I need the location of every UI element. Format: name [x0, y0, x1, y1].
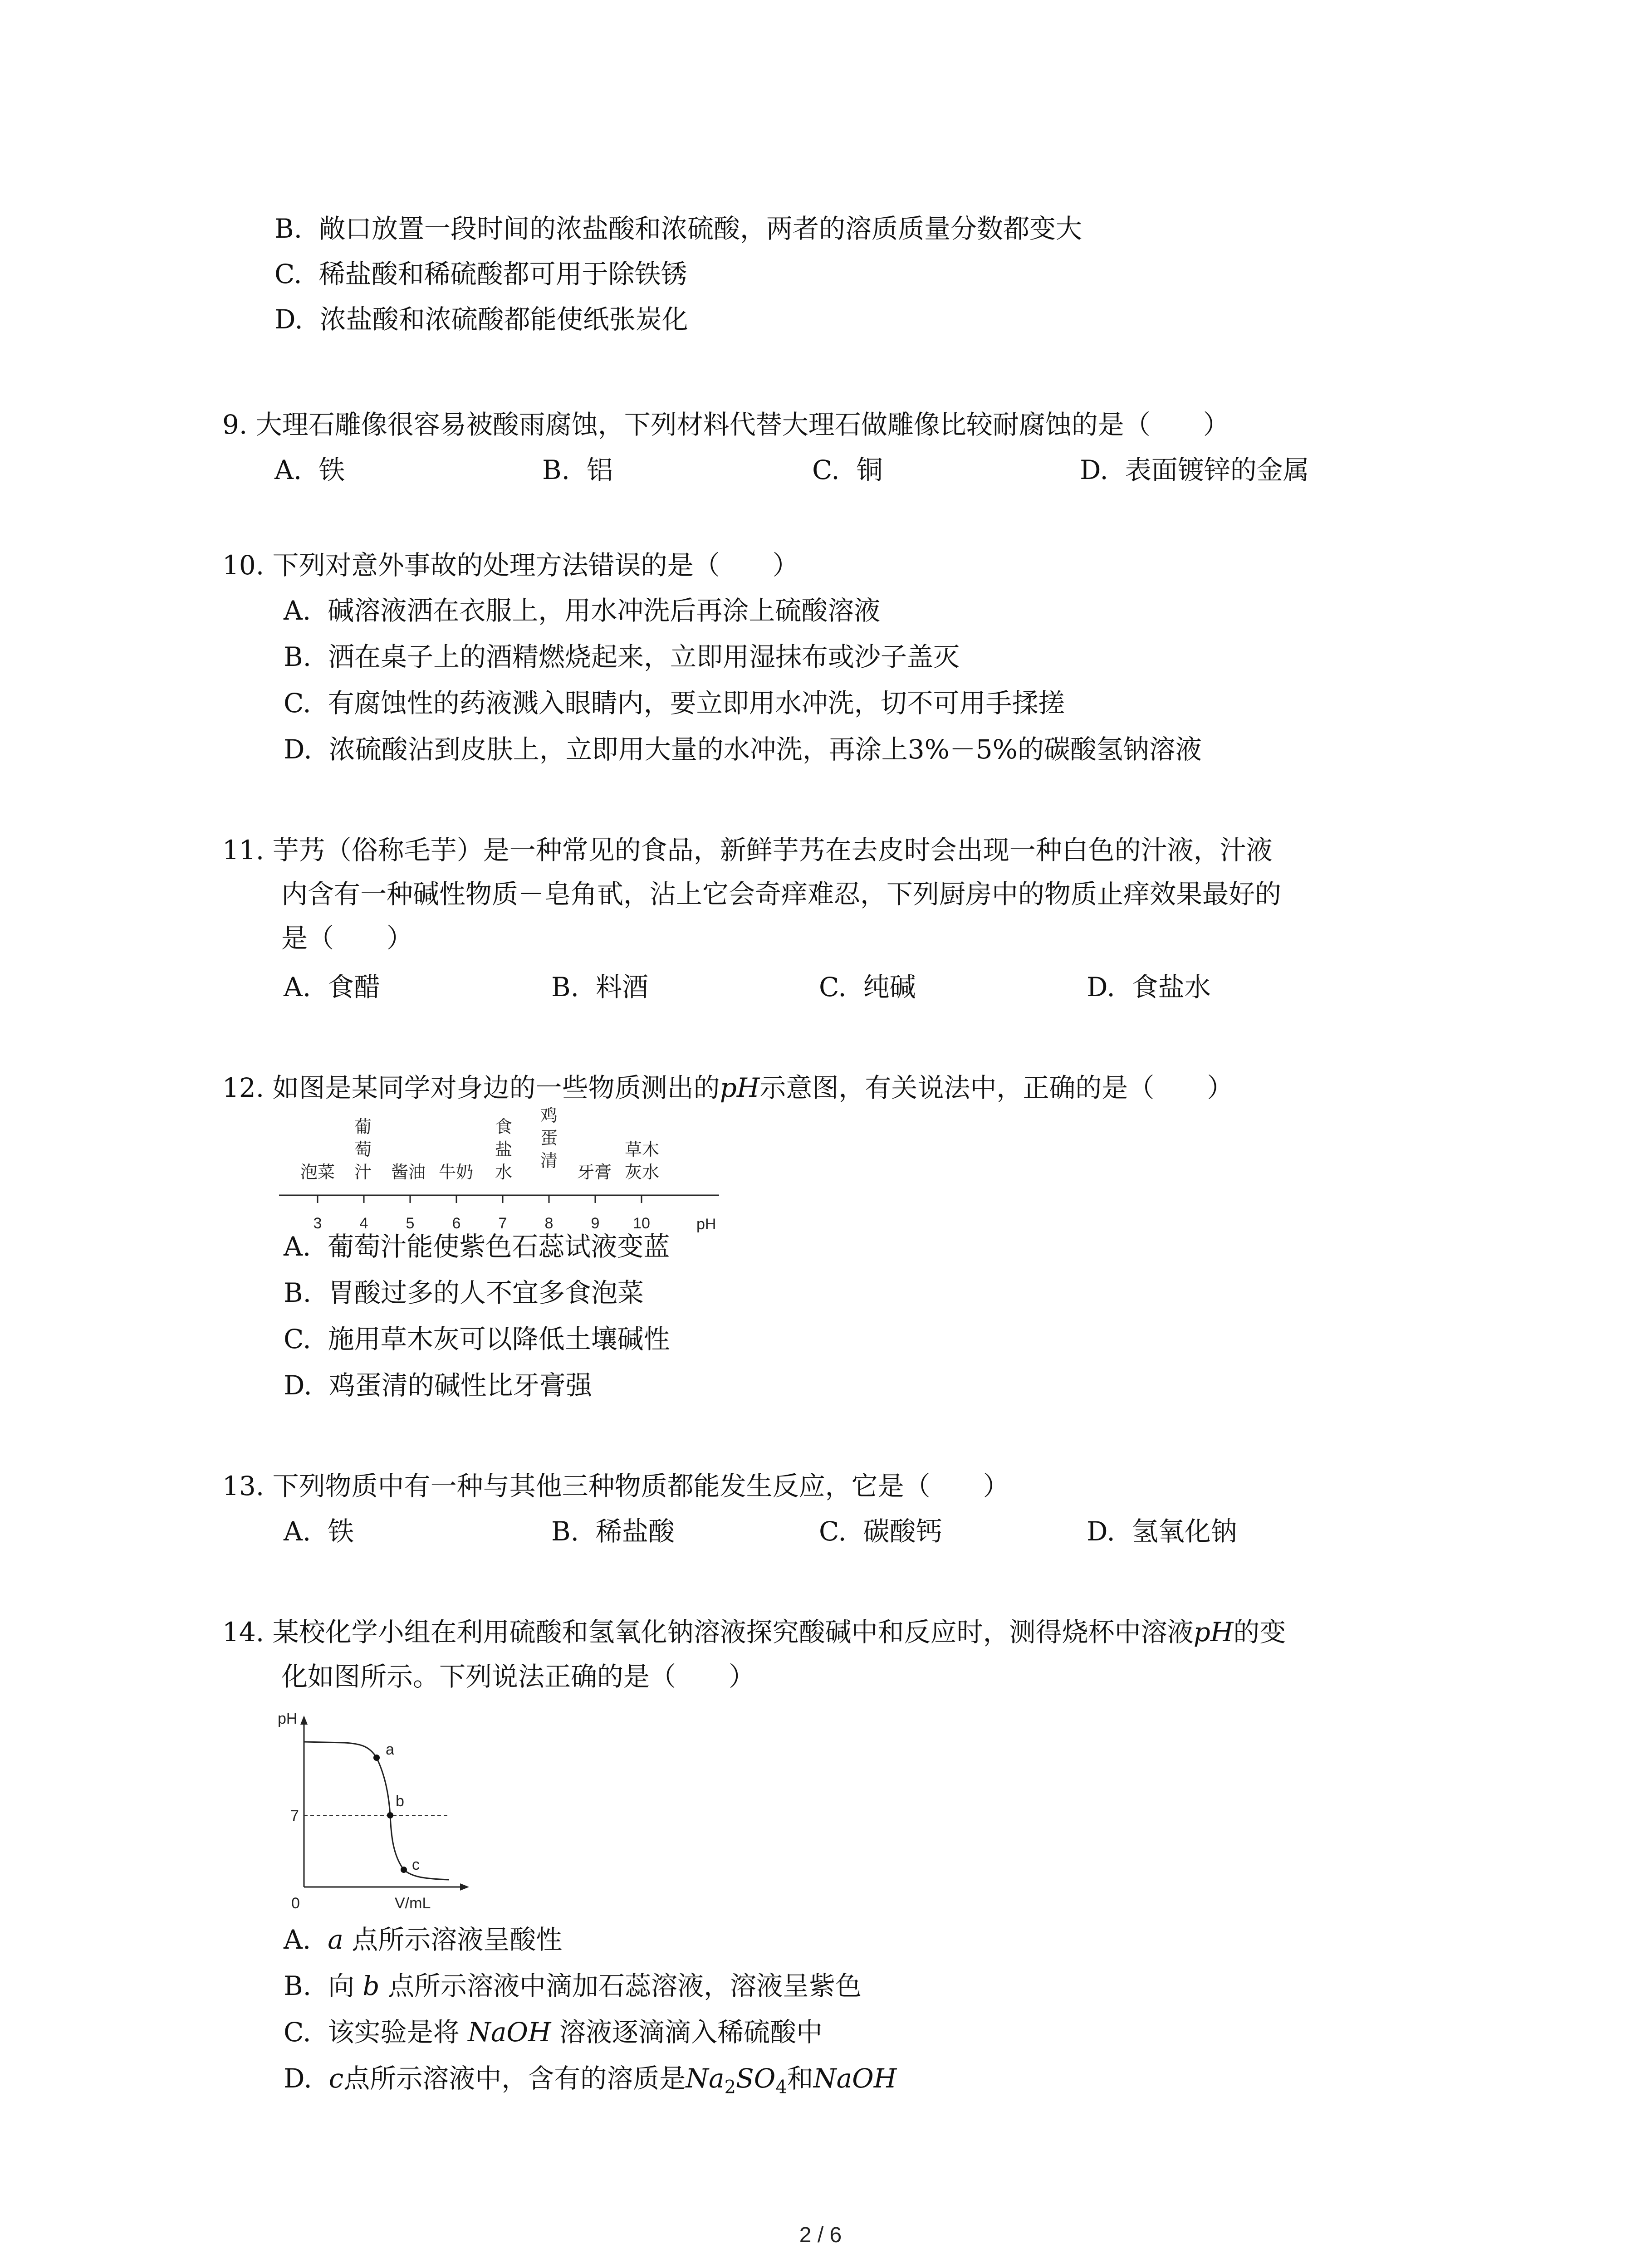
option-text: 浓盐酸和浓硫酸都能使纸张炭化 — [319, 304, 688, 335]
svg-text:水: 水 — [495, 1163, 513, 1182]
option-key: C. — [284, 1324, 311, 1354]
q12-option-c — [284, 1323, 670, 1355]
option-variable: b — [362, 1970, 380, 2001]
q9-option-c — [812, 454, 883, 486]
q14-option-d — [284, 2062, 896, 2104]
y-axis-label: pH — [278, 1710, 298, 1727]
q8-option-b — [274, 212, 1082, 245]
q12-option-a — [284, 1230, 670, 1263]
option-text: 料酒 — [595, 972, 648, 1002]
option-key: D. — [284, 1370, 312, 1401]
q8-option-c — [274, 258, 687, 290]
q14-stem-line2: 化如图所示。下列说法正确的是（ ） — [281, 1661, 755, 1692]
stem-variable: pH — [1193, 1617, 1234, 1647]
option-key: D. — [1087, 1516, 1115, 1547]
ph-item-label — [300, 1163, 335, 1182]
option-variable: c — [328, 2063, 344, 2094]
option-text: 铝 — [586, 455, 613, 485]
option-key: D. — [284, 734, 312, 765]
svg-text:葡: 葡 — [354, 1118, 372, 1137]
ph-item-label-vertical — [540, 1107, 558, 1171]
formula: NaOH — [813, 2063, 897, 2094]
q12-option-d — [284, 1369, 592, 1402]
svg-text:食: 食 — [495, 1118, 513, 1137]
ph-tick-label: 3 — [313, 1215, 322, 1232]
option-text: 碳酸钙 — [863, 1516, 942, 1547]
option-key: B. — [551, 972, 579, 1002]
q8-option-d — [274, 303, 688, 336]
option-key: D. — [274, 304, 303, 335]
option-key: D. — [284, 2063, 312, 2094]
svg-text:鸡: 鸡 — [540, 1107, 558, 1125]
ph-item-label-vertical — [625, 1140, 659, 1182]
q12-option-b — [284, 1276, 644, 1309]
q13-option-a — [284, 1515, 354, 1548]
q9-option-b — [542, 454, 613, 486]
x-axis-label: V/mL — [395, 1895, 431, 1912]
option-text: 鸡蛋清的碱性比牙膏强 — [328, 1370, 592, 1401]
option-key: C. — [819, 1516, 847, 1547]
option-text: 碱溶液洒在衣服上，用水冲洗后再涂上硫酸溶液 — [328, 595, 881, 626]
q12-stem — [222, 1071, 1233, 1104]
option-text: 浓硫酸沾到皮肤上，立即用大量的水冲洗，再涂上3%－5%的碳酸氢钠溶液 — [328, 734, 1202, 765]
option-key: A. — [284, 1231, 311, 1262]
ph-item-label-vertical — [495, 1118, 512, 1182]
q9-option-a — [274, 454, 345, 486]
q14-stem-line1 — [222, 1616, 1286, 1648]
ph-tick-label: 10 — [633, 1215, 650, 1232]
option-key: A. — [284, 1516, 311, 1547]
q13-option-b — [551, 1515, 675, 1548]
ph-tick-label: 9 — [591, 1215, 600, 1232]
ph-item-label: 牙膏 — [577, 1163, 612, 1182]
q11-stem-line1: 11. 芋艿（俗称毛芋）是一种常见的食品，新鲜芋艿在去皮时会出现一种白色的汁液，汁液 — [222, 835, 1273, 865]
option-key: B. — [284, 1277, 312, 1308]
q14-option-c — [284, 2016, 823, 2048]
option-text: 氢氧化钠 — [1132, 1516, 1237, 1547]
stem-text: 12. 如图是某同学对身边的一些物质测出的 — [222, 1072, 720, 1103]
q10-option-b — [284, 640, 960, 673]
option-text: 稀盐酸 — [595, 1516, 675, 1547]
ph-curve — [304, 1742, 449, 1880]
q9-stem: 9. 大理石雕像很容易被酸雨腐蚀，下列材料代替大理石做雕像比较耐腐蚀的是（ ） — [222, 409, 1230, 440]
q11-option-c — [819, 971, 916, 1003]
ph-item-label-vertical — [354, 1118, 372, 1182]
ph-titration-graph — [268, 1706, 476, 1914]
option-text: 铁 — [328, 1516, 354, 1547]
option-text: 和 — [787, 2063, 813, 2094]
q13-option-d — [1087, 1515, 1237, 1548]
q10-option-a — [284, 594, 880, 627]
svg-text:泡菜: 泡菜 — [300, 1163, 335, 1182]
svg-text:灰水: 灰水 — [624, 1163, 660, 1182]
option-key: B. — [542, 455, 570, 485]
q11-option-d — [1087, 971, 1211, 1003]
option-text: 纯碱 — [863, 972, 916, 1002]
option-key: A. — [274, 455, 302, 485]
ph-item-label: 牛奶 — [438, 1163, 474, 1182]
origin-label: 0 — [291, 1895, 300, 1912]
option-text: 点所示溶液呈酸性 — [343, 1924, 563, 1955]
q10-stem: 10. 下列对意外事故的处理方法错误的是（ ） — [222, 550, 799, 581]
q11-option-a — [284, 971, 380, 1003]
stem-text: 14. 某校化学小组在利用硫酸和氢氧化钠溶液探究酸碱中和反应时，测得烧杯中溶液 — [222, 1617, 1194, 1647]
formula: SO — [736, 2063, 776, 2094]
option-key: A. — [284, 972, 311, 1002]
svg-text:草木: 草木 — [624, 1140, 660, 1159]
option-text: 胃酸过多的人不宜多食泡菜 — [328, 1277, 644, 1308]
point-b — [387, 1812, 393, 1818]
option-text: 向 — [328, 1970, 363, 2001]
option-key: C. — [274, 259, 302, 289]
ph-axis-label: pH — [696, 1216, 716, 1233]
stem-variable: pH — [720, 1072, 760, 1103]
option-key: C. — [812, 455, 840, 485]
option-text: 点所示溶液中，含有的溶质是 — [343, 2063, 686, 2094]
formula-subscript: 4 — [775, 2077, 787, 2098]
x-axis-arrow-icon — [460, 1883, 469, 1891]
point-c-label: c — [412, 1856, 420, 1873]
option-variable: a — [328, 1924, 343, 1955]
page-number: 2 / 6 — [799, 2223, 842, 2247]
q11-stem-line2: 内含有一种碱性物质－皂角甙，沾上它会奇痒难忍，下列厨房中的物质止痒效果最好的 — [281, 879, 1282, 909]
svg-text:萄: 萄 — [354, 1140, 372, 1159]
option-text: 敞口放置一段时间的浓盐酸和浓硫酸，两者的溶质质量分数都变大 — [318, 213, 1082, 244]
option-variable: NaOH — [468, 2017, 551, 2048]
option-key: B. — [284, 641, 312, 672]
option-key: C. — [284, 688, 311, 719]
ph-tick-label: 5 — [406, 1215, 415, 1232]
option-key: B. — [284, 1970, 312, 2001]
y-axis-arrow-icon — [300, 1716, 308, 1725]
option-key: A. — [284, 595, 311, 626]
q11-option-b — [551, 971, 648, 1003]
option-text: 有腐蚀性的药液溅入眼睛内，要立即用水冲洗，切不可用手揉搓 — [328, 688, 1065, 719]
point-a-label: a — [386, 1741, 394, 1758]
option-text: 该实验是将 — [328, 2017, 468, 2048]
option-text: 食盐水 — [1132, 972, 1211, 1002]
q14-option-a — [284, 1923, 562, 1956]
q13-stem: 13. 下列物质中有一种与其他三种物质都能发生反应，它是（ ） — [222, 1471, 1009, 1501]
option-text: 点所示溶液中滴加石蕊溶液，溶液呈紫色 — [379, 1970, 862, 2001]
option-text: 铜 — [856, 455, 883, 485]
stem-text: 的变 — [1233, 1617, 1286, 1647]
ph-tick-label: 7 — [498, 1215, 507, 1232]
option-text: 食醋 — [328, 972, 381, 1002]
svg-text:汁: 汁 — [354, 1163, 372, 1182]
ph-ticks — [314, 1195, 650, 1232]
stem-text: 示意图，有关说法中，正确的是（ ） — [759, 1072, 1234, 1103]
formula-subscript: 2 — [724, 2077, 736, 2098]
svg-text:盐: 盐 — [495, 1140, 513, 1159]
ph-tick-label: 8 — [544, 1215, 554, 1232]
point-a — [373, 1755, 380, 1761]
option-text: 施用草木灰可以降低土壤碱性 — [328, 1324, 670, 1354]
option-key: B. — [551, 1516, 579, 1547]
point-b-label: b — [396, 1793, 404, 1810]
svg-text:清: 清 — [540, 1152, 558, 1171]
option-text: 表面镀锌的金属 — [1125, 455, 1309, 485]
ph-tick-label: 6 — [452, 1215, 461, 1232]
q11-stem-line3: 是（ ） — [281, 923, 413, 953]
option-text: 铁 — [318, 455, 345, 485]
formula: Na — [686, 2063, 725, 2094]
point-c — [401, 1867, 407, 1873]
option-key: D. — [1087, 972, 1115, 1002]
svg-text:蛋: 蛋 — [540, 1129, 558, 1148]
option-key: A. — [284, 1924, 311, 1955]
q10-option-d — [284, 733, 1202, 766]
y-mark-label: 7 — [290, 1807, 299, 1824]
q10-option-c — [284, 687, 1065, 719]
option-key: C. — [284, 2017, 311, 2048]
q13-option-c — [819, 1515, 942, 1548]
option-text: 洒在桌子上的酒精燃烧起来，立即用湿抹布或沙子盖灭 — [328, 641, 960, 672]
q9-option-d — [1080, 454, 1309, 486]
option-text: 溶液逐滴滴入稀硫酸中 — [551, 2017, 823, 2048]
ph-item-label: 酱油 — [391, 1163, 426, 1182]
ph-tick-label: 4 — [359, 1215, 368, 1232]
q14-option-b — [284, 1970, 862, 2002]
option-key: C. — [819, 972, 847, 1002]
option-text: 稀盐酸和稀硫酸都可用于除铁锈 — [318, 259, 687, 289]
option-key: B. — [274, 213, 303, 244]
option-text: 葡萄汁能使紫色石蕊试液变蓝 — [328, 1231, 670, 1262]
option-key: D. — [1080, 455, 1108, 485]
